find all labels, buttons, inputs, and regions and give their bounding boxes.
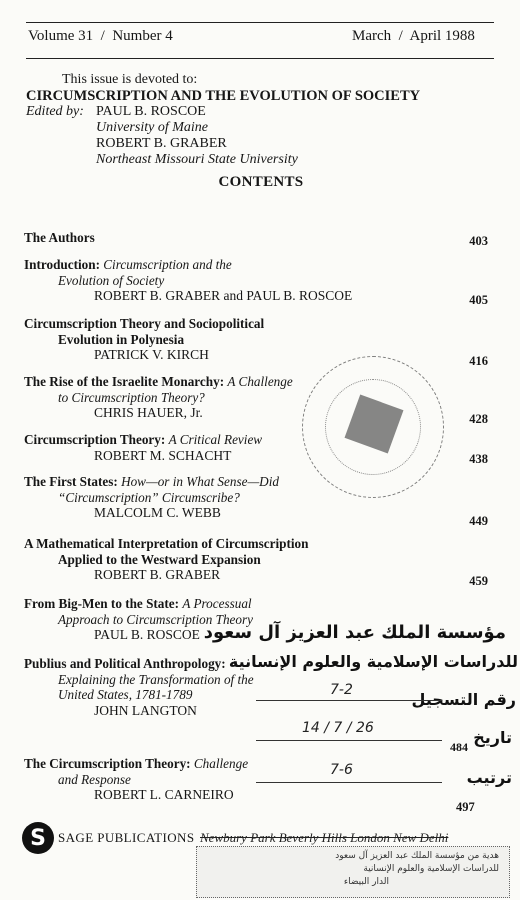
stamp-order-label: ترتيب <box>466 768 512 787</box>
entry-title: The Circumscription Theory: <box>24 756 191 771</box>
entry-author: ROBERT M. SCHACHT <box>94 447 232 463</box>
entry-title: Circumscription Theory and Sociopolitical <box>24 316 265 331</box>
sage-logo-icon: S <box>22 822 54 854</box>
library-seal-stamp <box>302 356 444 498</box>
toc-entry[interactable] <box>24 536 494 588</box>
entry-page: 428 <box>469 412 488 426</box>
publisher-block <box>22 822 194 854</box>
entry-subtitle: How—or in What Sense—Did <box>121 474 279 489</box>
stamp-reg-label: رقم التسجيل <box>411 690 516 709</box>
entry-page: 497 <box>456 800 475 814</box>
stamp-date-label: تاريخ <box>473 728 512 747</box>
entry-title: Circumscription Theory: <box>24 432 166 447</box>
stamp-line <box>256 782 442 783</box>
volume-number: Volume 31 / Number 4 <box>28 28 173 44</box>
contents-heading: CONTENTS <box>218 174 304 190</box>
strip-arabic-line3: الدار البيضاء <box>343 877 389 887</box>
stamp-arabic-line1: مؤسسة الملك عبد العزيز آل سعود <box>203 622 506 643</box>
top-rule <box>26 22 494 23</box>
entry-author: ROBERT B. GRABER <box>94 567 221 582</box>
strip-arabic-line2: للدراسات الإسلامية والعلوم الإنسانية <box>363 864 499 874</box>
entry-subtitle: A Challenge <box>227 374 293 389</box>
devoted-line: This issue is devoted to: <box>62 72 198 87</box>
entry-subtitle-cont: Approach to Circumscription Theory <box>58 611 253 627</box>
entry-subtitle-cont: to Circumscription Theory? <box>58 389 205 405</box>
entry-author: PATRICK V. KIRCH <box>94 347 209 362</box>
entry-subtitle: Challenge <box>193 756 249 771</box>
entry-page: 416 <box>469 354 488 368</box>
entry-title: A Mathematical Interpretation of Circumscription <box>24 536 309 551</box>
toc-entry[interactable] <box>24 474 494 528</box>
issue-title: CIRCUMSCRIPTION AND THE EVOLUTION OF SOCIETY <box>26 88 421 104</box>
editor-affiliation: University of Maine <box>96 120 208 135</box>
entry-page: 438 <box>469 452 488 466</box>
entry-title: Introduction: <box>24 257 100 272</box>
entry-author: PAUL B. ROSCOE <box>94 627 200 642</box>
stamp-line <box>256 700 442 701</box>
editors-block <box>26 104 496 168</box>
header-rule <box>26 58 494 59</box>
entry-title: The Rise of the Israelite Monarchy: <box>24 374 225 389</box>
entry-subtitle-cont: and Response <box>58 771 131 787</box>
stamp-line <box>256 740 442 741</box>
publisher-cities: Newbury Park Beverly Hills London New Delhi <box>200 830 449 845</box>
entry-title-cont: Applied to the Westward Expansion <box>58 551 261 567</box>
stamp-handwritten-reg: 7-2 <box>330 682 353 698</box>
entry-page: 405 <box>469 293 488 307</box>
entry-title: From Big-Men to the State: <box>24 596 180 611</box>
editor-name: ROBERT B. GRABER <box>96 136 227 151</box>
entry-author: JOHN LANGTON <box>94 702 197 718</box>
entry-title: The First States: <box>24 474 118 489</box>
entry-author: MALCOLM C. WEBB <box>94 505 221 520</box>
publisher-name: SAGE PUBLICATIONS <box>58 830 195 845</box>
editor-name: PAUL B. ROSCOE <box>96 104 206 119</box>
editor-affiliation: Northeast Missouri State University <box>96 152 298 167</box>
entry-author: ROBERT B. GRABER and PAUL B. ROSCOE <box>94 288 353 303</box>
issue-intro <box>26 72 496 190</box>
strip-arabic-line1: هدية من مؤسسة الملك عبد العزيز آل سعود <box>335 851 499 861</box>
entry-subtitle: A Processual <box>182 596 252 611</box>
donation-stamp-strip <box>196 846 510 898</box>
stamp-handwritten-order: 7-6 <box>330 762 353 778</box>
entry-subtitle-cont: “Circumscription” Circumscribe? <box>58 489 240 505</box>
entry-author: ROBERT L. CARNEIRO <box>94 787 234 802</box>
entry-subtitle: Circumscription and the <box>103 257 232 272</box>
entry-page: 459 <box>469 574 488 588</box>
entry-subtitle: A Critical Review <box>168 432 263 447</box>
toc-entry[interactable] <box>24 230 494 246</box>
entry-title: Publius and Political Anthropology: <box>24 656 226 671</box>
entry-title-cont: Evolution in Polynesia <box>58 331 185 347</box>
entry-subtitle-cont: Evolution of Society <box>58 272 165 288</box>
entry-title: The Authors <box>24 230 95 245</box>
stamp-arabic-line2: للدراسات الإسلامية والعلوم الإنسانية <box>228 652 518 671</box>
entry-author: CHRIS HAUER, Jr. <box>94 405 203 420</box>
entry-page: 403 <box>469 234 488 248</box>
entry-page: 449 <box>469 514 488 528</box>
edited-by-label: Edited by: <box>26 104 84 119</box>
issue-date: March / April 1988 <box>352 28 475 44</box>
toc-entry[interactable] <box>24 756 274 803</box>
toc-entry[interactable] <box>24 257 494 307</box>
entry-page: 484 <box>450 740 468 754</box>
entry-subtitle-cont: Explaining the Transformation of the United States, 1781-1789 <box>58 671 254 702</box>
stamp-handwritten-date: 14 / 7 / 26 <box>302 720 374 736</box>
toc-entry[interactable] <box>24 316 494 368</box>
